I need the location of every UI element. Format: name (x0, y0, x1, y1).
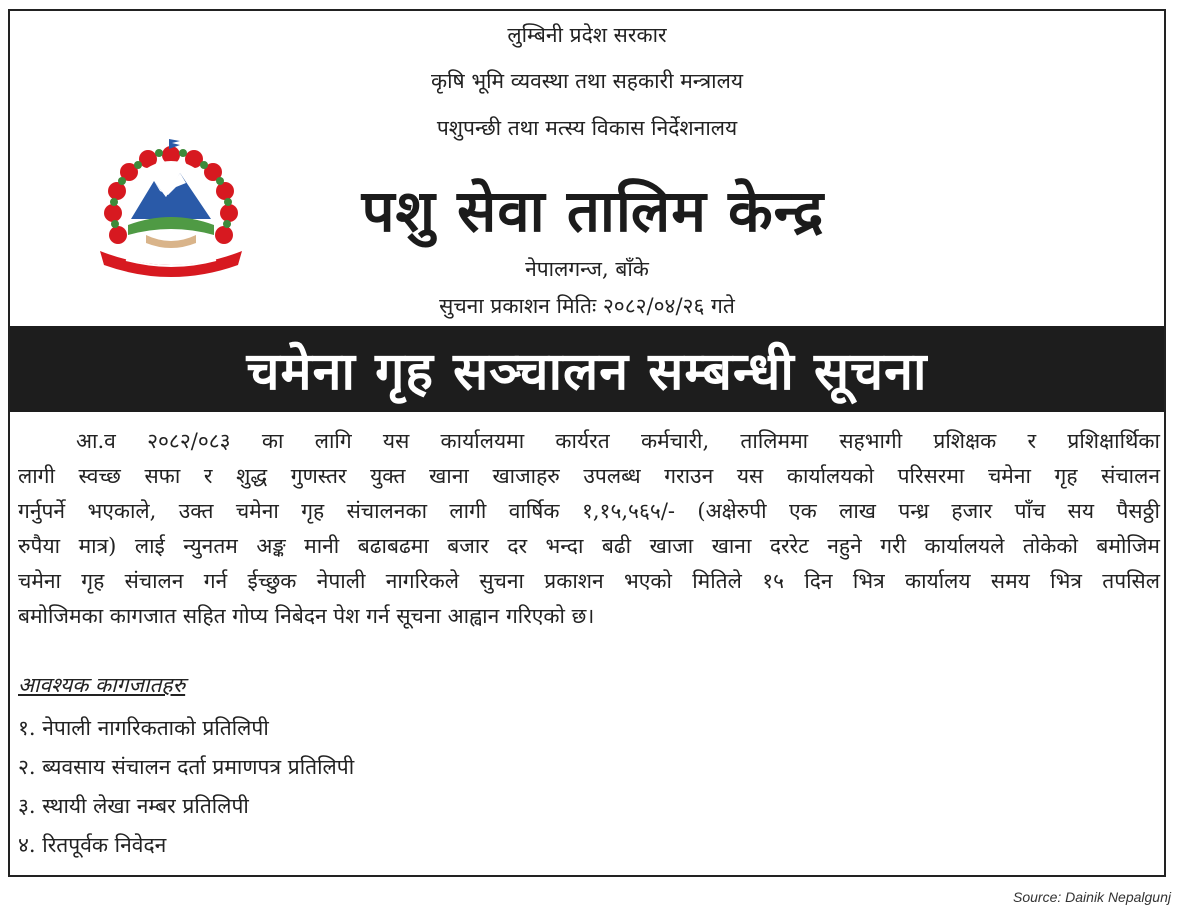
body-line: रुपैया मात्र) लाई न्युनतम अङ्क मानी बढाबढमा बजार दर भन्दा बढी खाजा खाना दररेट नहुने गरी कार्यालयले तोकेको बमोजिम (18, 534, 1160, 558)
header-directorate: पशुपन्छी तथा मत्स्य विकास निर्देशनालय (436, 116, 738, 140)
publish-date: सुचना प्रकाशन मितिः २०८२/०४/२६ गते (439, 294, 735, 318)
body-line: चमेना गृह संचालन गर्न ईच्छुक नेपाली नागरिकले सुचना प्रकाशन भएको मितिले १५ दिन भित्र कार्यालय समय भित्र तपसिल (18, 569, 1160, 593)
body-line: गर्नुपर्ने भएकाले, उक्त चमेना गृह संचालनका लागी वार्षिक १,१५,५६५/- (अक्षेरुपी एक लाख पन्ध्र हजार पाँच सय पैसठ्ठी (18, 499, 1160, 523)
header-government: लुम्बिनी प्रदेश सरकार (507, 23, 667, 47)
source-credit: Source: Dainik Nepalgunj (1013, 889, 1171, 905)
body-line: आ.व २०८२/०८३ का लागि यस कार्यालयमा कार्यरत कर्मचारी, तालिममा सहभागी प्रशिक्षक र प्रशिक्षार्थिका (76, 429, 1160, 453)
notice-title-bar (10, 326, 1164, 412)
requirements-heading: आवश्यक कागजातहरु (18, 673, 186, 697)
list-item: १. नेपाली नागरिकताको प्रतिलिपी (18, 716, 269, 740)
list-item: ४. रितपूर्वक निवेदन (18, 833, 167, 857)
list-item: २. ब्यवसाय संचालन दर्ता प्रमाणपत्र प्रतिलिपी (18, 755, 355, 779)
body-line: लागी स्वच्छ सफा र शुद्ध गुणस्तर युक्त खाना खाजाहरु उपलब्ध गराउन यस कार्यालयको परिसरमा चमेना गृह संचालन (18, 464, 1160, 488)
notice-body (18, 424, 1160, 634)
body-line: बमोजिमका कागजात सहित गोप्य निबेदन पेश गर्न सूचना आह्वान गरिएको छ। (18, 604, 595, 628)
office-name: पशु सेवा तालिम केन्द्र (361, 177, 825, 245)
header-ministry: कृषि भूमि व्यवस्था तथा सहकारी मन्त्रालय (430, 69, 744, 93)
notice-document (8, 9, 1166, 877)
list-item: ३. स्थायी लेखा नम्बर प्रतिलिपी (18, 794, 249, 818)
requirements-list (18, 709, 354, 865)
header-location: नेपालगन्ज, बाँके (525, 257, 649, 281)
notice-title: चमेना गृह सञ्चालन सम्बन्धी सूचना (246, 341, 928, 402)
